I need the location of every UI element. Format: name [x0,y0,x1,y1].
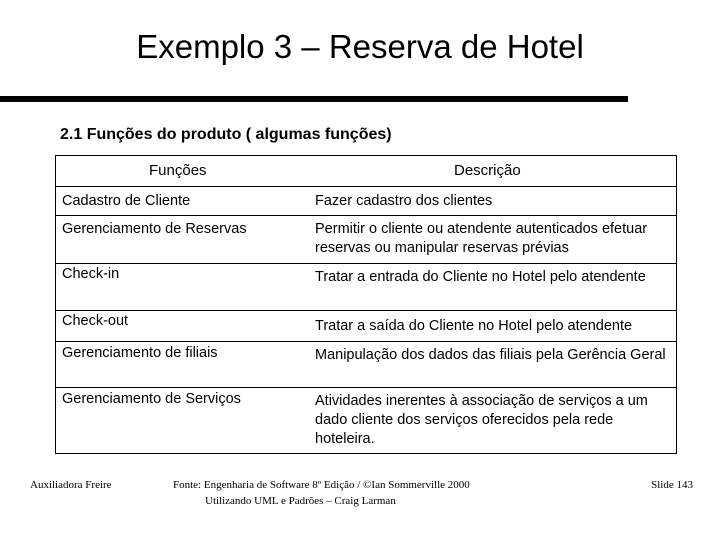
footer-source-line2: Utilizando UML e Padrões – Craig Larman [205,495,396,507]
table-header [56,156,676,186]
row-description: Permitir o cliente ou atendente autenticados efetuar reservas ou manipular reservas prévias [315,221,648,256]
row-description: Fazer cadastro dos clientes [315,193,493,209]
row-description: Atividades inerentes à associação de serviços a um dado cliente dos serviços oferecidos pela rede hoteleira. [315,393,648,447]
row-function: Cadastro de Cliente [62,193,191,209]
table-row [56,310,676,341]
row-function: Gerenciamento de Reservas [62,221,247,237]
footer-author: Auxiliadora Freire [30,479,112,491]
footer-source [173,477,533,509]
section-subtitle: 2.1 Funções do produto ( algumas funções) [60,126,392,143]
table-row [56,341,676,387]
table-row [56,387,676,453]
table-row [56,186,676,215]
row-description: Tratar a saída do Cliente no Hotel pelo atendente [315,318,633,334]
functions-table [55,155,677,454]
footer-source-line1: Fonte: Engenharia de Software 8º Edição / ©Ian Sommerville 2000 [173,479,470,491]
table-row [56,263,676,310]
row-function: Check-out [62,313,129,329]
row-function: Gerenciamento de filiais [62,345,218,361]
row-description: Manipulação dos dados das filiais pela Gerência Geral [315,347,666,363]
table-row [56,215,676,263]
row-function: Check-in [62,266,120,282]
slide-title: Exemplo 3 – Reserva de Hotel [136,28,584,65]
header-descricao: Descrição [454,162,521,179]
row-function: Gerenciamento de Serviços [62,391,241,407]
header-funcoes: Funções [149,162,207,179]
title-divider [0,96,628,102]
slide-number: Slide 143 [651,479,693,491]
row-description: Tratar a entrada do Cliente no Hotel pelo atendente [315,269,646,285]
